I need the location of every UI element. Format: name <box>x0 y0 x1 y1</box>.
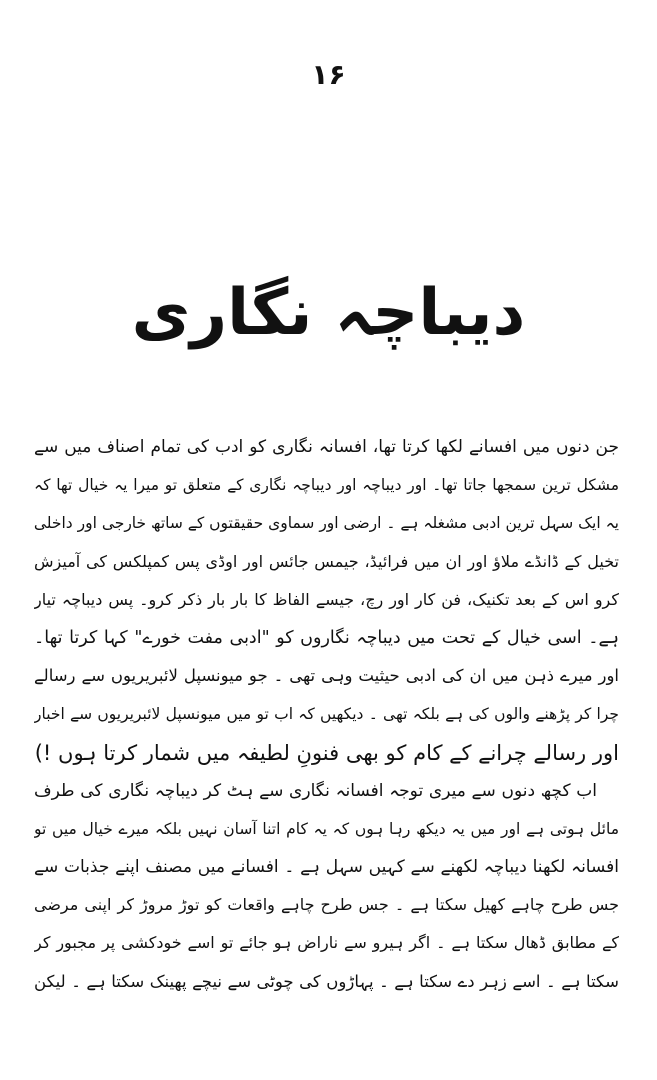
chapter-title: دیباچہ نگاری <box>131 276 526 350</box>
paragraph-2-line: اب کچھ دنوں سے میری توجہ افسانہ نگاری سے ہٹ کر دیباچہ نگاری کی طرف <box>34 780 597 801</box>
paragraph-1-line: اور میرے ذہن میں ان کی ادبی حیثیت وہی تھی ۔ جو میونسپل لائبریریوں سے رسالے <box>34 666 619 686</box>
body-text <box>34 428 619 1001</box>
paragraph-1-line: اور رسالے چرانے کے کام کو بھی فنونِ لطیفہ میں شمار کرتا ہوں !) <box>34 740 619 765</box>
paragraph-1-line: چرا کر پڑھنے والوں کی ہے بلکہ تھی ۔ دیکھیں کہ اب تو میں میونسپل لائبریریوں سے اخبار <box>34 705 619 724</box>
paragraph-2-line: جس طرح چاہے کھیل سکتا ہے ۔ جس طرح چاہے واقعات کو توڑ مروڑ کر اپنی مرضی <box>34 895 619 915</box>
paragraph-1-line: یہ ایک سہل ترین ادبی مشغلہ ہے ۔ ارضی اور سماوی حقیقتوں کے ساتھ خارجی اور داخلی <box>34 514 619 533</box>
paragraph-2-line: سکتا ہے ۔ اسے زہر دے سکتا ہے ۔ پہاڑوں کی چوٹی سے نیچے پھینک سکتا ہے ۔ لیکن <box>34 971 619 991</box>
paragraph-2-line: مائل ہوتی ہے اور میں یہ دیکھ رہا ہوں کہ یہ کام اتنا آسان نہیں بلکہ میرے خیال میں تو <box>34 819 619 838</box>
paragraph-1-line: ہے۔ اسی خیال کے تحت میں دیباچہ نگاروں کو "ادبی مفت خورے" کہا کرتا تھا۔ <box>34 627 619 648</box>
paragraph-1-line: مشکل ترین سمجھا جاتا تھا۔ اور دیباچہ اور دیباچہ نگاری کے متعلق تو میرا یہ خیال تھا کہ <box>34 476 619 495</box>
paragraph-2-line: افسانہ لکھنا دیباچہ لکھنے سے کہیں سہل ہے ۔ افسانے میں مصنف اپنے جذبات سے <box>34 857 619 878</box>
page-number: ۱۶ <box>311 58 346 91</box>
paragraph-1-line: کرو اس کے بعد تکنیک، فن کار اور رچ، جیسے الفاظ کا بار بار ذکر کرو۔ پس دیباچہ تیار <box>34 589 619 609</box>
paragraph-1-line: تخیل کے ڈانڈے ملاؤ اور ان میں فرائیڈ، جیمس جائس اور اوڈی پس کمپلکس کی آمیزش <box>34 551 619 571</box>
paragraph-2-line: کے مطابق ڈھال سکتا ہے ۔ اگر ہیرو سے ناراض ہو جائے تو اسے خودکشی پر مجبور کر <box>34 933 619 953</box>
paragraph-1-line: جن دنوں میں افسانے لکھا کرتا تھا، افسانہ نگاری کو ادب کی تمام اصناف میں سے <box>34 437 619 457</box>
